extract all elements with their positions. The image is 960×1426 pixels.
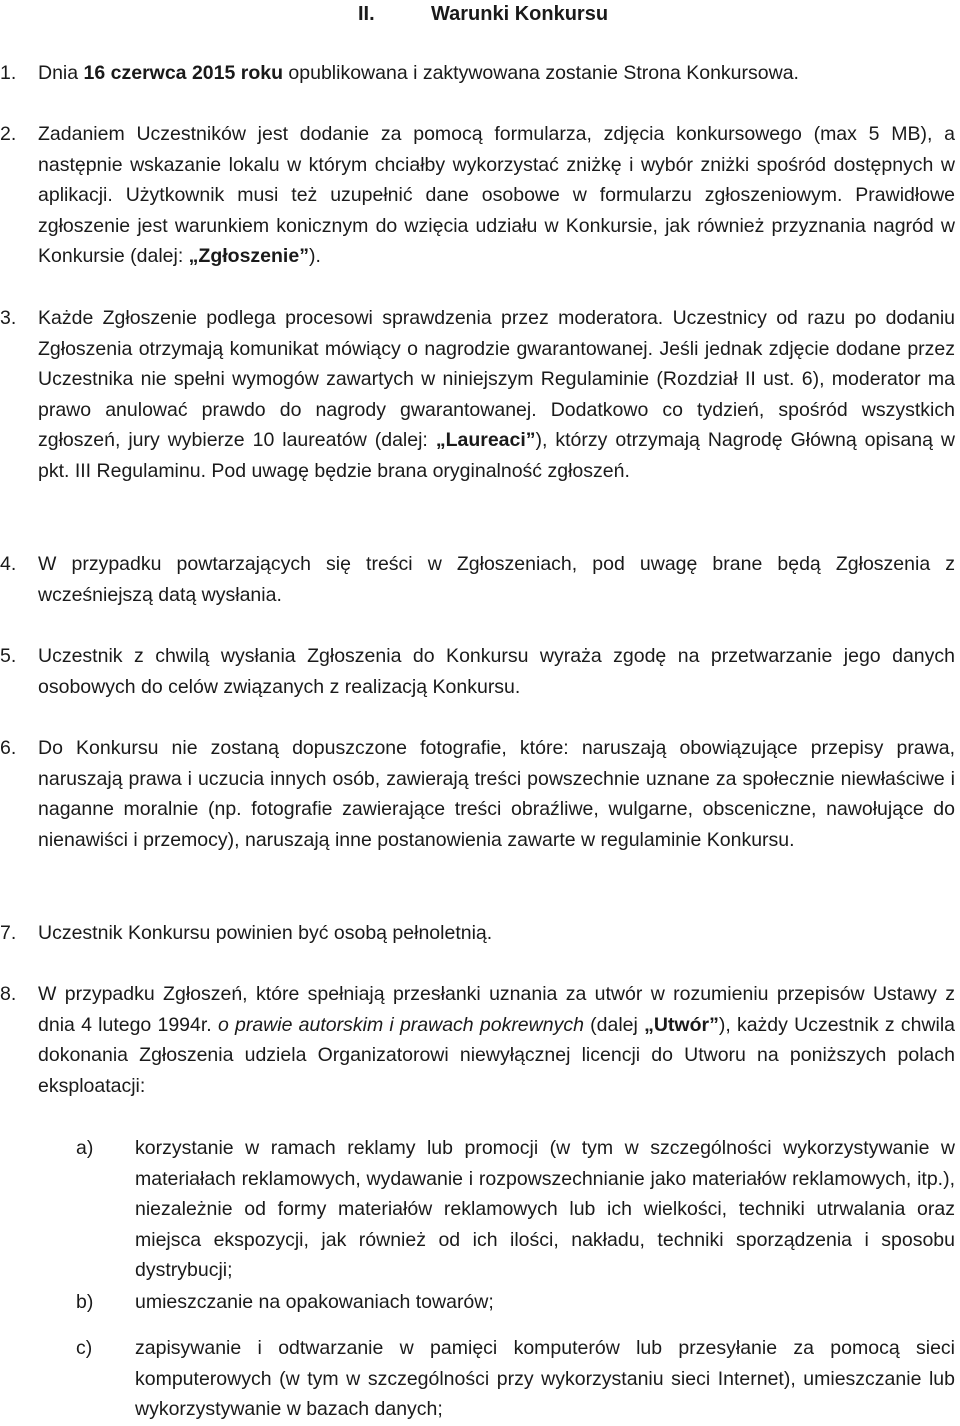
term-laureaci: „Laureaci” (435, 429, 536, 451)
item-text: Uczestnik Konkursu powinien być osobą pełnoletnią. (38, 922, 493, 944)
section-title: Warunki Konkursu (431, 3, 609, 25)
item-text: Dnia 16 czerwca 2015 roku opublikowana i zaktywowana zostanie Strona Konkursowa. (38, 62, 799, 84)
sub-item-c (0, 1333, 955, 1425)
term-utwor: „Utwór” (644, 1013, 719, 1036)
section-number: II. (358, 3, 375, 25)
item-text: Uczestnik z chwilą wysłania Zgłoszenia do Konkursu wyraża zgodę na przetwarzanie jego danych osobowych do celów związanych z realizacją Konkursu. (38, 645, 955, 698)
sub-item-letter: c) (76, 1337, 93, 1359)
sub-item-letter: a) (76, 1137, 94, 1159)
item-number: 2. (0, 123, 17, 145)
item-text: Każde Zgłoszenie podlega procesowi sprawdzenia przez moderatora. Uczestnicy od razu po dodaniu Zgłoszenia otrzymają komunikat mówiący o nagrodzie gwarantowanej. Jeśli jednak zdjęcie dodane przez Uczestnika nie spełni wymogów zawartych w niniejszym Regulaminie (Rozdział II ust. 6), moderator ma prawo anulować prawdo do nagrody gwarantowanej. Dodatkowo co tydzień, spośród wszystkich zgłoszeń, jury wybierze 10 laureatów (dalej: „Laureaci”), którzy otrzymają Nagrodę Główną opisaną w pkt. III Regulaminu. Pod uwagę będzie brana oryginalność zgłoszeń. (38, 307, 955, 482)
list-item-3 (0, 303, 955, 486)
item-text: Do Konkursu nie zostaną dopuszczone fotografie, które: naruszają obowiązujące przepisy prawa, naruszają prawa i uczucia innych osób, zawierają treści powszechnie uznane za społecznie niewłaściwe i naganne moralnie (np. fotografie zawierające treści obraźliwe, wulgarne, obsceniczne, nawołujące do nienawiści i przemocy), naruszają inne postanowienia zawarte w regulaminie Konkursu. (38, 737, 955, 851)
item-number: 4. (0, 553, 17, 575)
list-item-7 (0, 918, 955, 949)
sub-item-a (0, 1133, 955, 1286)
section-heading (0, 0, 960, 28)
item-number: 5. (0, 645, 17, 667)
list-item-5 (0, 641, 955, 702)
sub-item-text: korzystanie w ramach reklamy lub promocji (w tym w szczególności wykorzystywanie w materiałach reklamowych, wydawanie i rozpowszechnianie jako materiałów reklamowych, itp.), niezależnie od formy materiałów reklamowych lub ich wielkości, techniki utrwalania oraz miejsca ekspozycji, jak również od ich ilości, nakładu, techniki sporządzenia i sposobu dystrybucji; (135, 1137, 955, 1281)
list-item-1 (0, 58, 955, 89)
item-number: 8. (0, 983, 17, 1005)
list-item-6 (0, 733, 955, 855)
sub-item-text: zapisywanie i odtwarzanie w pamięci komputerów lub przesyłanie za pomocą sieci komputerowych (w tym w szczególności przy wykorzystaniu sieci Internet), umieszczanie lub wykorzystywanie w bazach danych; (135, 1337, 955, 1420)
item-number: 3. (0, 307, 17, 329)
item-number: 1. (0, 62, 17, 84)
date-emphasis: 16 czerwca 2015 roku (83, 62, 283, 84)
item-number: 6. (0, 737, 17, 759)
law-title: o prawie autorskim i prawach pokrewnych (217, 1013, 584, 1036)
list-item-4 (0, 549, 955, 610)
sub-item-b (0, 1287, 955, 1318)
item-text: W przypadku Zgłoszeń, które spełniają przesłanki uznania za utwór w rozumieniu przepisów Ustawy z dnia 4 lutego 1994r. o prawie autorskim i prawach pokrewnych (dalej „Utwór”), każdy Uczestnik z chwila dokonania Zgłoszenia udziela Organizatorowi niewyłącznej licencji do Utworu na poniższych polach eksploatacji: (38, 983, 956, 1097)
term-zgloszenie: „Zgłoszenie” (188, 245, 309, 267)
list-item-2 (0, 119, 955, 272)
sub-item-text: umieszczanie na opakowaniach towarów; (135, 1291, 494, 1313)
item-text: W przypadku powtarzających się treści w Zgłoszeniach, pod uwagę brane będą Zgłoszenia z wcześniejszą datą wysłania. (38, 553, 955, 606)
item-number: 7. (0, 922, 17, 944)
sub-item-letter: b) (76, 1291, 94, 1313)
item-text: Zadaniem Uczestników jest dodanie za pomocą formularza, zdjęcia konkursowego (max 5 MB), a następnie wskazanie lokalu w którym chciałby wykorzystać zniżkę i wybór zniżki spośród dostępnych w aplikacji. Użytkownik musi też uzupełnić dane osobowe w formularzu zgłoszeniowym. Prawidłowe zgłoszenie jest warunkiem konicznym do wzięcia udziału w Konkursie, jak również przyznania nagród w Konkursie (dalej: „Zgłoszenie”). (38, 123, 955, 267)
list-item-8 (0, 979, 955, 1101)
